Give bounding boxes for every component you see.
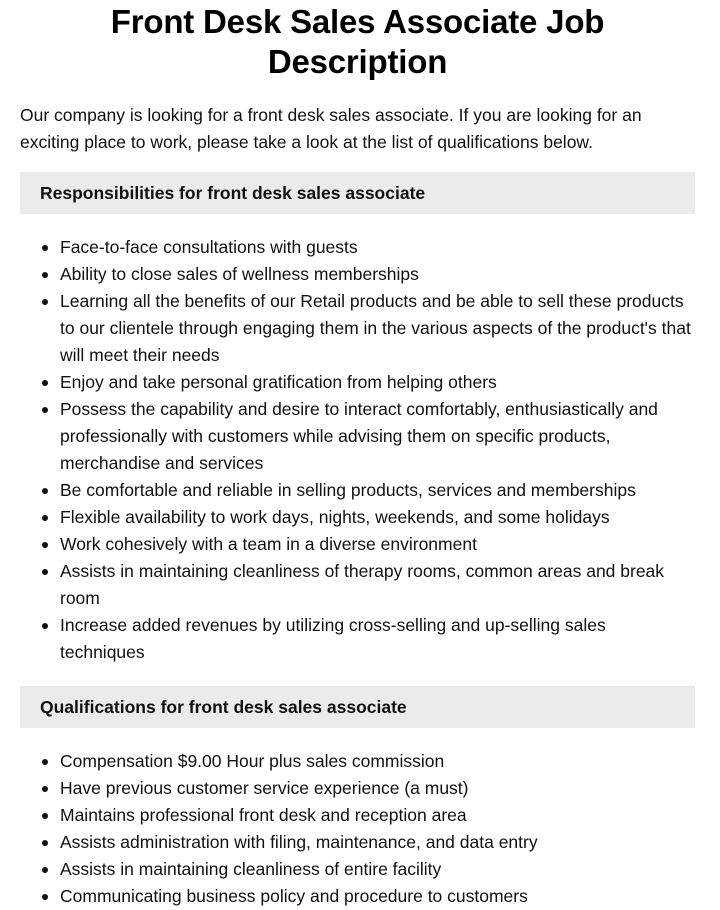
- list-item: Have previous customer service experience (a must): [60, 775, 695, 802]
- responsibilities-heading: Responsibilities for front desk sales associate: [40, 182, 426, 203]
- list-item: Work cohesively with a team in a diverse environment: [60, 531, 695, 558]
- list-item: Learning all the benefits of our Retail products and be able to sell these products to our clientele through engaging them in the various aspects of the product's that will meet their needs: [60, 288, 695, 369]
- intro-paragraph: Our company is looking for a front desk sales associate. If you are looking for an exciting place to work, please take a look at the list of qualifications below.: [20, 105, 642, 152]
- list-item: Communicating business policy and procedure to customers: [60, 883, 695, 910]
- list-item: Be comfortable and reliable in selling products, services and memberships: [60, 477, 695, 504]
- list-item: Assists in maintaining cleanliness of entire facility: [60, 856, 695, 883]
- list-item: Face-to-face consultations with guests: [60, 234, 695, 261]
- qualifications-section-header: [20, 686, 695, 728]
- qualifications-heading: Qualifications for front desk sales associate: [40, 696, 407, 717]
- list-item: Ability to close sales of wellness memberships: [60, 261, 695, 288]
- page-title: Front Desk Sales Associate Job Description: [110, 3, 605, 80]
- list-item: Maintains professional front desk and reception area: [60, 802, 695, 829]
- list-item: Assists in maintaining cleanliness of therapy rooms, common areas and break room: [60, 558, 695, 612]
- qualifications-list: [20, 748, 695, 910]
- list-item: Assists administration with filing, maintenance, and data entry: [60, 829, 695, 856]
- list-item: Increase added revenues by utilizing cross-selling and up-selling sales techniques: [60, 612, 695, 666]
- list-item: Enjoy and take personal gratification from helping others: [60, 369, 695, 396]
- responsibilities-list: [20, 234, 695, 666]
- list-item: Flexible availability to work days, nights, weekends, and some holidays: [60, 504, 695, 531]
- responsibilities-section-header: [20, 172, 695, 214]
- list-item: Compensation $9.00 Hour plus sales commission: [60, 748, 695, 775]
- list-item: Possess the capability and desire to interact comfortably, enthusiastically and professionally with customers while advising them on specific products, merchandise and services: [60, 396, 695, 477]
